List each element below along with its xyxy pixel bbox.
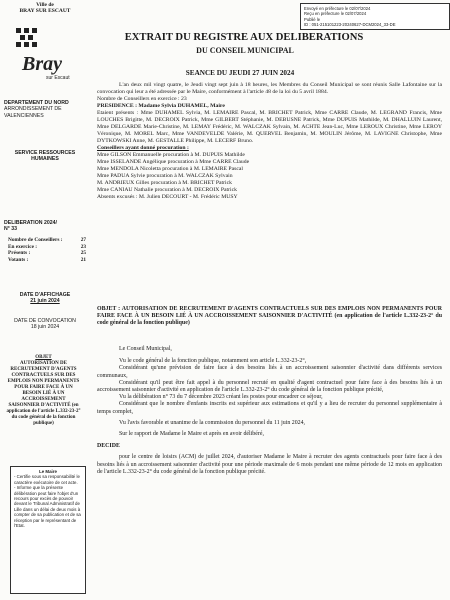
- procuration-line: M. ANDRIEUX Gilles procuration à M. BRICHET Patrick: [97, 180, 232, 186]
- body-para: Vu la délibération n° 73 du 7 décembre 2023 créant les postes pour encadrer ce séjour,: [119, 394, 323, 401]
- deliberation-label: DELIBERATION 2024/: [4, 220, 57, 226]
- box-title: Le Maire: [39, 469, 57, 474]
- count-row: Nombre de Conseillers : 27: [8, 237, 86, 243]
- box-line: - Certifie sous sa responsabilité le caractère exécutoire de cet acte.: [14, 474, 80, 485]
- document-title: EXTRAIT DU REGISTRE AUX DELIBERATIONS: [124, 32, 364, 43]
- council-counts: [8, 237, 86, 264]
- decision-text: pour le centre de loisirs (ACM) de juillet 2024, d'autoriser Madame le Maire à recruter des agents contractuels pour faire face à des besoins liés à un accroissement saisonnier d'activité pour une période maximale de 6 mois pendant une même période de 12 mois en application de l'article L.332-23-2° du code général de la fonction publique précité.: [97, 454, 442, 475]
- stamp-line: Reçu en préfecture le 02/07/2024: [304, 11, 367, 17]
- objet-text: AUTORISATION DE RECRUTEMENT D'AGENTS CONTRACTUELS SUR DES EMPLOIS NON PERMANENTS POUR FAIRE FACE À UN BESOIN LIÉ À UN ACCROISSEMENT SAISONNIER D'ACTIVITÉ (en application de l'article L.332-23-2° du code général de la fonction publique): [6, 361, 81, 426]
- preamble-line: L'an deux mil vingt quatre, le Jeudi vingt sept juin à 18 heures, les Membres du Conseil Municipal se sont réunis Salle Lafontaine sur la convocation qui leur a été adressée par le Maire, conformément à l'article 48 de la loi du 5 avril 1884.: [97, 82, 442, 95]
- logo-subtext: sur Escaut: [46, 75, 70, 81]
- date-affichage: DATE D'AFFICHAGE 21 juin 2024: [19, 292, 71, 305]
- maire-certification-box: [10, 466, 86, 594]
- count-row: Présents : 25: [8, 250, 86, 257]
- count-row: Votants : 21: [8, 257, 86, 264]
- body-para: Considérant qu'une prévision de faire face à des besoins liés à un accroissement saisonnier d'activité dans différents services communaux,: [97, 365, 442, 379]
- procuration-line: Mme GILSON Emmanuelle procuration à M. DUPUIS Mathilde: [97, 152, 245, 158]
- decide-label: DECIDE: [97, 443, 120, 450]
- stamp-line: ID : 051-215101223-20240627-DCM2024_33-DE: [304, 21, 396, 27]
- procuration-line: Mme CANIAU Nathalie procuration à M. DECROIX Patrick: [97, 187, 237, 193]
- box-line: - Informe que la présente délibération peut faire l'objet d'un recours pour excès de pouvoir devant le Tribunal Administratif de Lille dans un délai de deux mois à compter de sa publication et de sa réception par le représentant de l'Etat.: [14, 485, 81, 529]
- deliberation-number: [4, 220, 86, 233]
- ville-label: Ville de: [36, 2, 54, 8]
- deliberation-num: N° 33: [4, 226, 18, 233]
- preamble-line: Nombre de Conseillers en exercice : 23: [97, 96, 187, 102]
- sidebar-admin: [4, 100, 86, 119]
- count-row: En exercice : 23: [8, 243, 86, 250]
- body-para: Vu le code général de la fonction publique, notamment son article L.332-23-2°,: [119, 358, 307, 365]
- objet-main: OBJET : AUTORISATION DE RECRUTEMENT D'AGENTS CONTRACTUELS SUR DES EMPLOIS NON PERMANENTS POUR FAIRE FACE À UN BESOIN LIÉ À UN ACCROISSEMENT SAISONNIER D'ACTIVITÉ (en application de l'article L.332-23-2° du code général de la fonction publique): [97, 306, 442, 326]
- arrondissement: ARRONDISSEMENT DE VALENCIENNES: [4, 106, 62, 119]
- service-label: SERVICE RESSOURCES HUMAINES: [14, 150, 76, 163]
- sidebar-objet: [6, 355, 81, 427]
- presidence: PRESIDENCE : Madame Sylvia DUHAMEL, Maire: [97, 103, 225, 109]
- prefecture-stamp: [300, 3, 450, 30]
- presents-list: Etaient présents : Mme DUHAMEL Sylvia, M. LEMAIRE Pascal, M. BRICHET Patrick, Mme CARRE Claude, M. LEGRAND Francis, Mme LOUCHES Brigitte, M. DECROIX Patrick, Mme GILBERT Stéphanie, M. DEBUSNE Patrick, Mme DUPUIS Mathilde, M. DHALLUIN Laurent, Mme DELGARDE Marie-Christine, M. LEMAY Frédéric, M. WALCZAK Sylvain, M. ACHTE Jean-Luc, Mme LEROUX Christine, Mme LEROY Véronique, M. MOREL Marc, Mme VANDEVELDE Valérie, M. QUERVEL Benjamin, M. MOULIN Jérôme, M. LAVIGNE Christophe, Mme DYTKOWSKI Anne, M. GESTALLE Philippe, M. LECERF Bruno.: [97, 110, 442, 144]
- logo-text: Bray: [22, 53, 62, 75]
- document-subtitle: DU CONSEIL MUNICIPAL: [196, 46, 294, 55]
- stamp-line: Envoyé en préfecture le 02/07/2024: [304, 6, 371, 11]
- date-convocation: DATE DE CONVOCATION 18 juin 2024: [14, 318, 76, 331]
- stamp-line: Publié le: [304, 16, 321, 22]
- body-para: Vu l'avis favorable et unanime de la commission du personnel du 11 juin 2024,: [119, 419, 306, 426]
- procuration-label: Conseillers ayant donné procuration :: [97, 145, 189, 151]
- procuration-line: Mme PADUA Sylvie procuration à M. WALCZAK Sylvain: [97, 173, 233, 179]
- body-para: Sur le rapport de Madame le Maire et après en avoir délibéré,: [119, 431, 264, 438]
- departement: DEPARTEMENT DU NORD: [4, 100, 69, 106]
- objet-label: OBJET: [35, 355, 52, 360]
- ville-header: [10, 2, 80, 15]
- seance-date: SEANCE DU JEUDI 27 JUIN 2024: [185, 69, 295, 77]
- body-para: Considérant que le nombre d'enfants inscrits est supérieur aux estimations et qu'il y a lieu de recruter du personnel supplémentaire à temps complet,: [97, 401, 442, 415]
- deliberation-body: [97, 346, 442, 476]
- commune-name: BRAY SUR ESCAUT: [19, 8, 71, 15]
- procuration-line: Mme MENDOLA Nicoletta procuration à M. LEMAIRE Pascal: [97, 166, 243, 172]
- intro: Le Conseil Municipal,: [119, 346, 172, 352]
- preamble: [97, 82, 442, 201]
- town-logo: [10, 22, 80, 88]
- procuration-line: Mme ISSELANDE Angélique procuration à Mme CARRE Claude: [97, 159, 250, 165]
- absents: Absents excusés : M. Julien DECOURT - M. Frédéric MUSY: [97, 194, 238, 200]
- body-para: Considérant qu'il peut être fait appel à du personnel recruté en qualité d'agent contractuel pour faire face à des besoins liés à un accroissement saisonnier d'activité en application de l'article L.332-23-2° du code général de la fonction publique précité,: [97, 379, 442, 394]
